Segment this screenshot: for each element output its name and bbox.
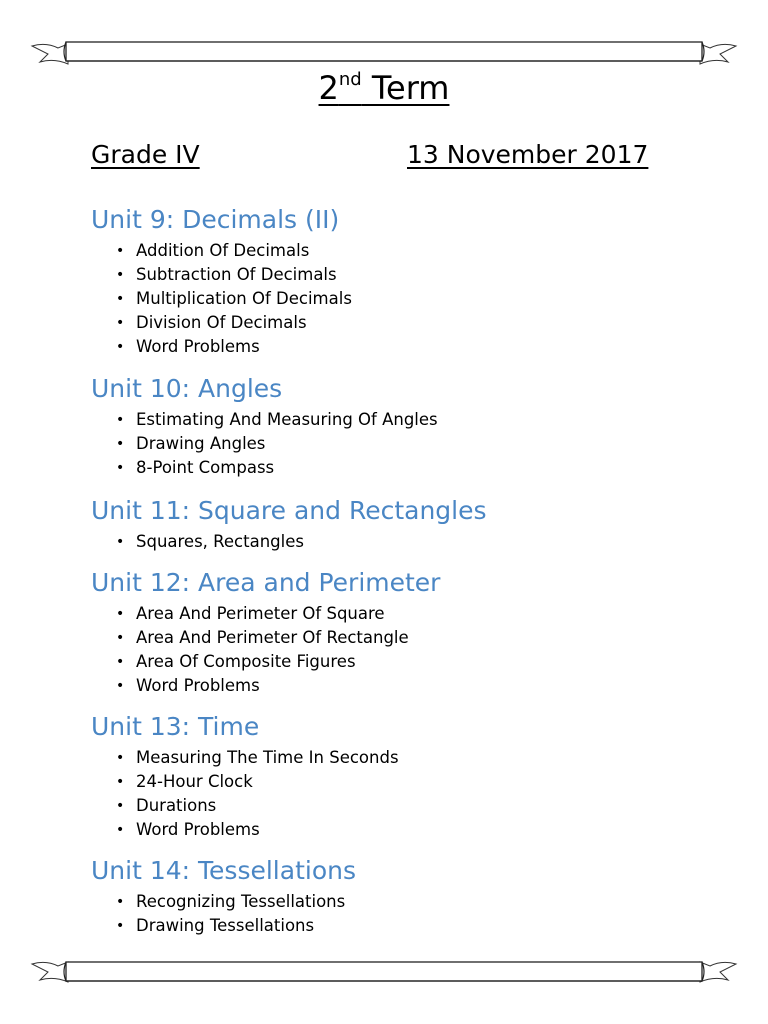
topic-label: Multiplication Of Decimals [136, 289, 352, 308]
topic-item [91, 287, 352, 311]
bullet-icon: • [116, 436, 125, 452]
topic-list [91, 408, 438, 480]
bullet-icon: • [116, 243, 125, 259]
bullet-icon: • [116, 630, 125, 646]
bullet-icon: • [116, 918, 125, 934]
topic-label: Subtraction Of Decimals [136, 265, 337, 284]
topic-label: Area Of Composite Figures [136, 652, 356, 671]
topic-list [91, 530, 487, 554]
topic-label: Word Problems [136, 337, 260, 356]
unit-section [91, 495, 487, 554]
topic-item [91, 914, 356, 938]
date-label: 13 November 2017 [407, 140, 649, 169]
bullet-icon: • [116, 460, 125, 476]
unit-heading: Unit 14: Tessellations [91, 856, 356, 885]
topic-item [91, 650, 440, 674]
topic-list [91, 890, 356, 938]
topic-item [91, 626, 440, 650]
bullet-icon: • [116, 412, 125, 428]
topic-list [91, 602, 440, 698]
unit-section [91, 855, 356, 938]
unit-heading: Unit 10: Angles [91, 374, 283, 403]
scroll-banner-top [28, 38, 740, 70]
topic-item [91, 794, 399, 818]
topic-label: Word Problems [136, 820, 260, 839]
unit-section [91, 373, 438, 480]
unit-heading: Unit 12: Area and Perimeter [91, 568, 441, 597]
topic-item [91, 311, 352, 335]
bullet-icon: • [116, 339, 125, 355]
topic-label: Area And Perimeter Of Square [136, 604, 385, 623]
topic-label: Durations [136, 796, 217, 815]
unit-heading: Unit 11: Square and Rectangles [91, 496, 487, 525]
topic-item [91, 335, 352, 359]
topic-label: Drawing Tessellations [136, 916, 315, 935]
bullet-icon: • [116, 894, 125, 910]
bullet-icon: • [116, 534, 125, 550]
topic-label: Drawing Angles [136, 434, 266, 453]
topic-label: Division Of Decimals [136, 313, 307, 332]
scroll-banner-bottom [28, 956, 740, 988]
topic-label: 24-Hour Clock [136, 772, 253, 791]
topic-item [91, 432, 438, 456]
topic-list [91, 239, 352, 359]
topic-item [91, 239, 352, 263]
bullet-icon: • [116, 315, 125, 331]
bullet-icon: • [116, 291, 125, 307]
topic-label: Measuring The Time In Seconds [136, 748, 399, 767]
bullet-icon: • [116, 606, 125, 622]
topic-list [91, 746, 399, 842]
topic-item [91, 263, 352, 287]
bullet-icon: • [116, 750, 125, 766]
topic-item [91, 408, 438, 432]
page-title: 2nd Term [318, 69, 450, 107]
topic-item [91, 818, 399, 842]
unit-heading: Unit 9: Decimals (II) [91, 205, 340, 234]
topic-item [91, 770, 399, 794]
bullet-icon: • [116, 798, 125, 814]
unit-heading: Unit 13: Time [91, 712, 260, 741]
topic-label: Squares, Rectangles [136, 532, 304, 551]
topic-item [91, 674, 440, 698]
unit-section [91, 567, 440, 698]
topic-item [91, 456, 438, 480]
grade-label: Grade IV [91, 140, 200, 169]
bullet-icon: • [116, 774, 125, 790]
topic-item [91, 602, 440, 626]
topic-item [91, 890, 356, 914]
unit-section [91, 711, 399, 842]
bullet-icon: • [116, 822, 125, 838]
unit-section [91, 204, 352, 359]
bullet-icon: • [116, 267, 125, 283]
topic-item [91, 530, 487, 554]
topic-label: Word Problems [136, 676, 260, 695]
topic-label: Estimating And Measuring Of Angles [136, 410, 438, 429]
topic-label: Recognizing Tessellations [136, 892, 346, 911]
topic-label: Addition Of Decimals [136, 241, 310, 260]
topic-label: Area And Perimeter Of Rectangle [136, 628, 409, 647]
topic-item [91, 746, 399, 770]
bullet-icon: • [116, 678, 125, 694]
topic-label: 8-Point Compass [136, 458, 275, 477]
bullet-icon: • [116, 654, 125, 670]
